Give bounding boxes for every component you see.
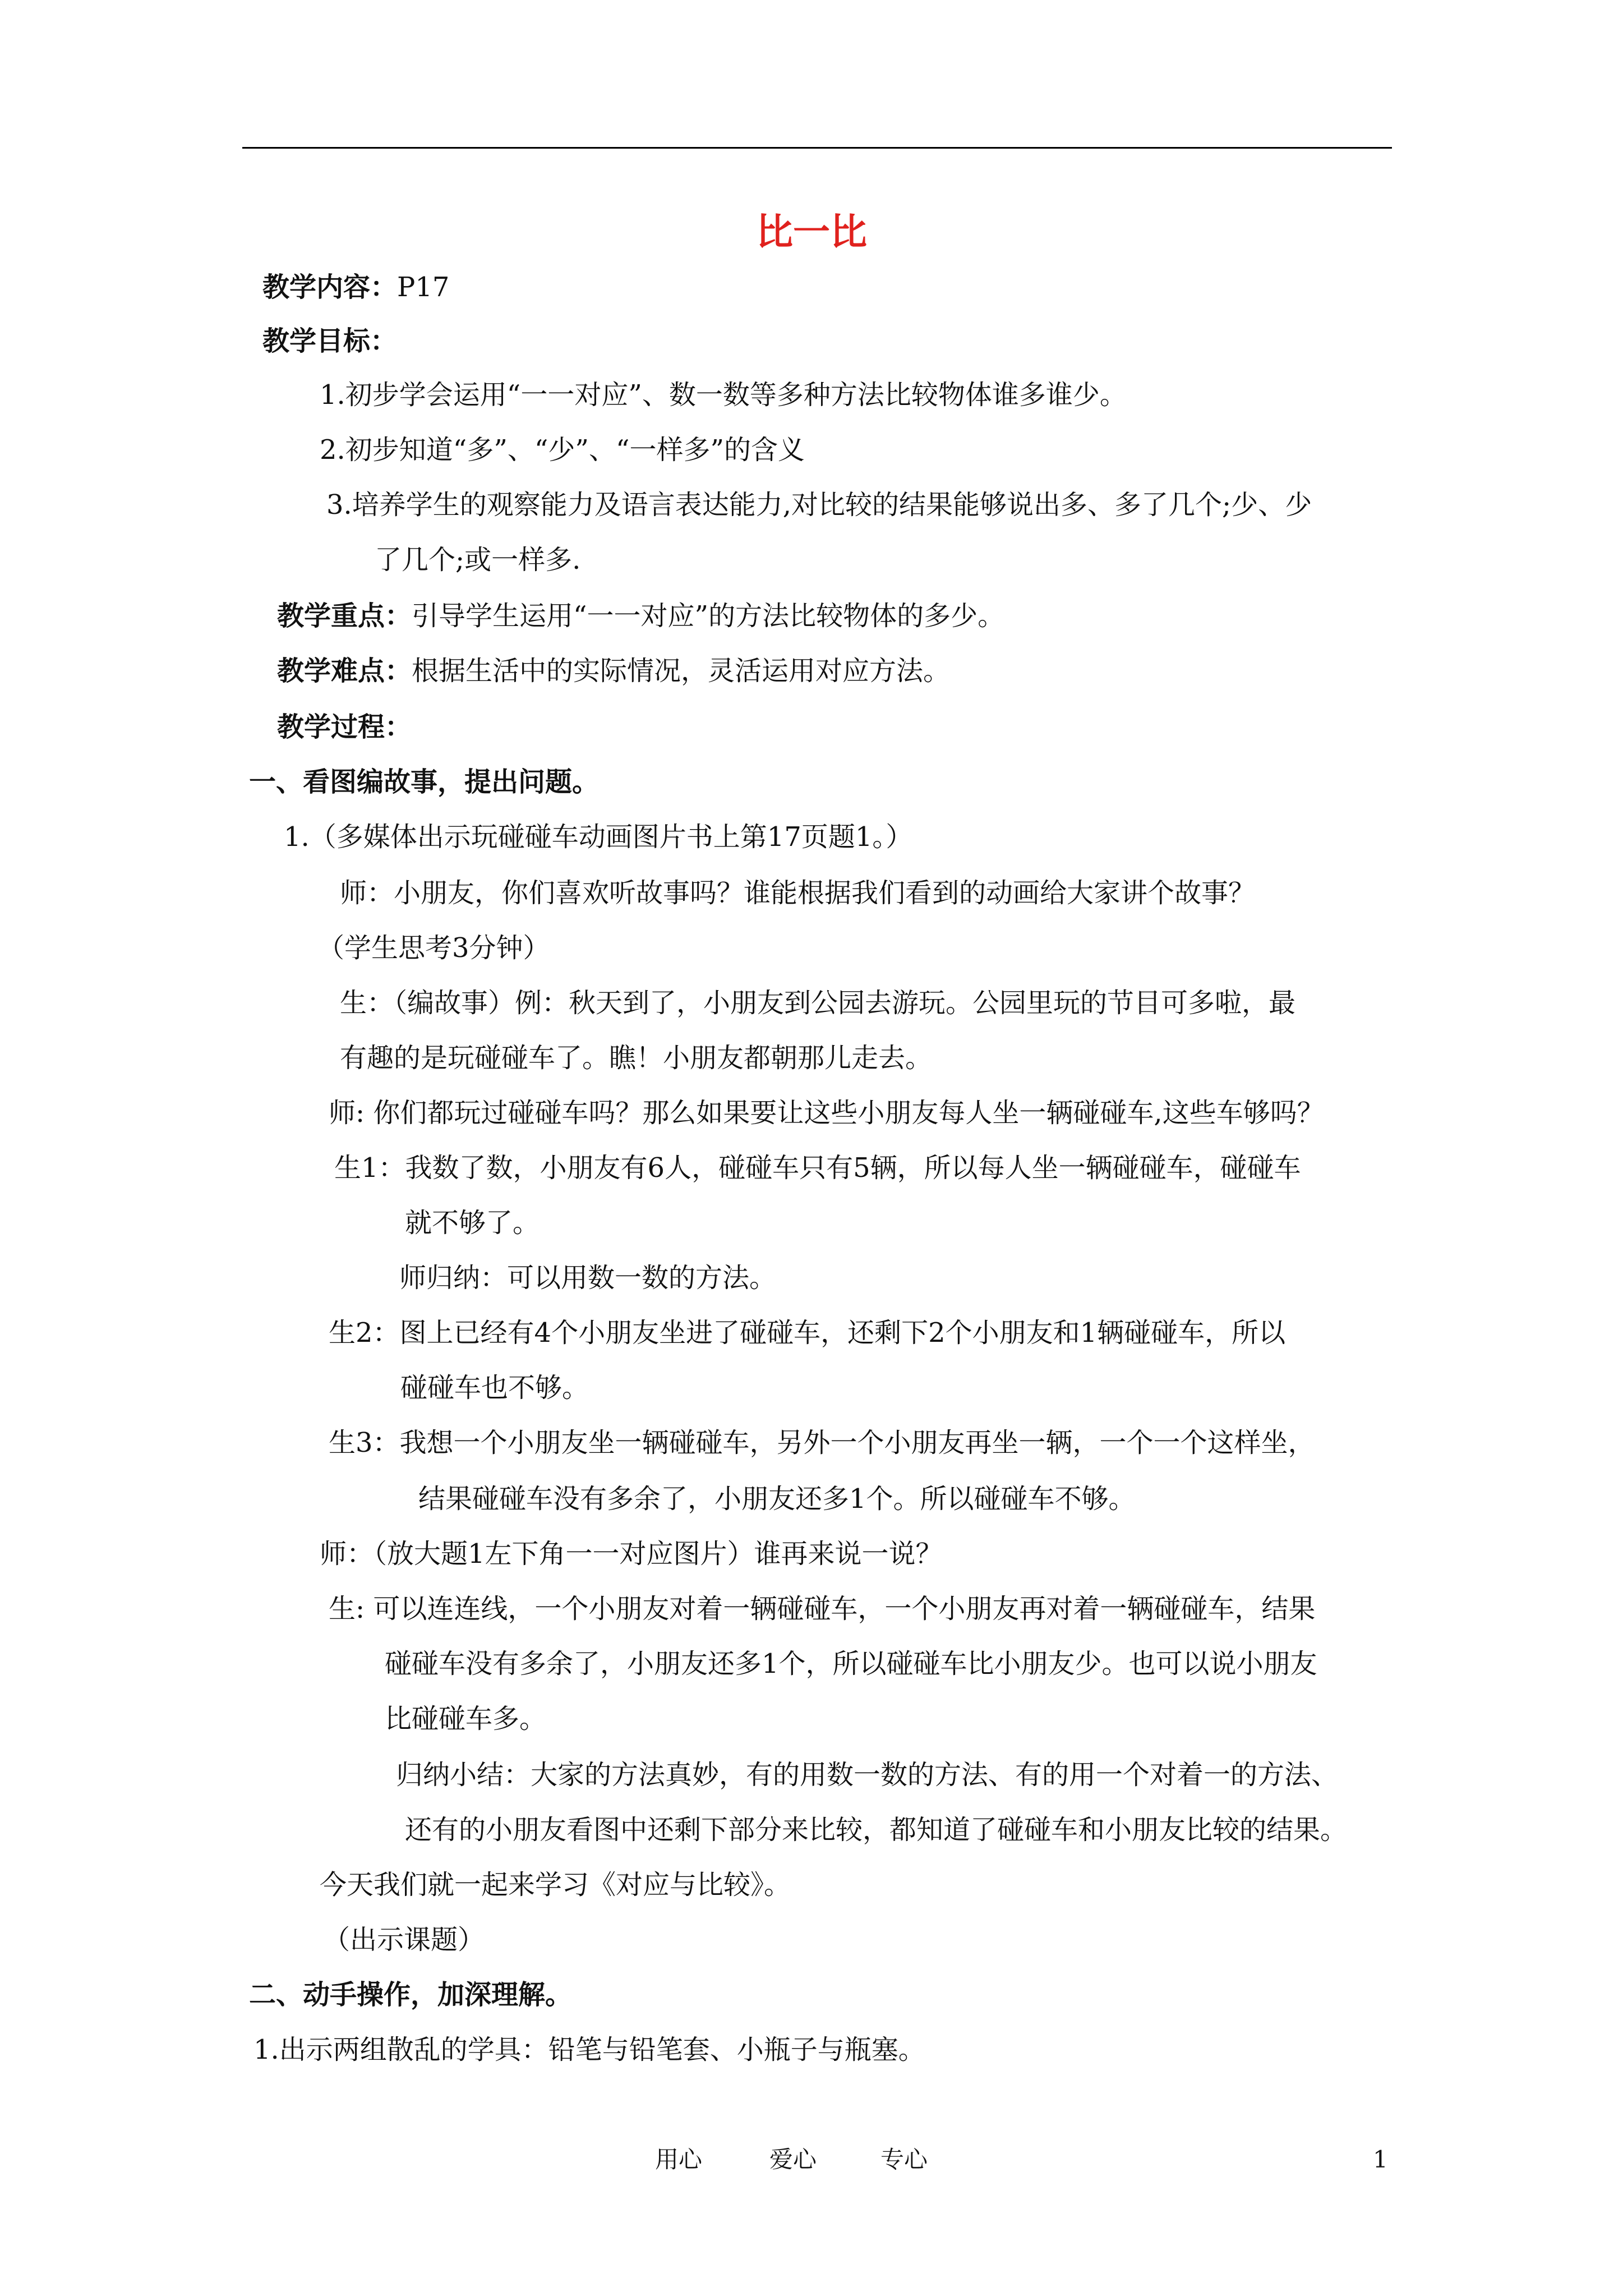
line-text: P17 (397, 272, 450, 303)
text-line (249, 1976, 572, 2014)
line-text: 2.初步知道“多”、“少”、“一样多”的含义 (320, 434, 805, 466)
text-line (262, 268, 449, 306)
footer-word: 爱心 (769, 2146, 817, 2173)
text-line (385, 1700, 546, 1738)
page-title: 比一比 (756, 210, 867, 254)
line-text: 结果碰碰车没有多余了，小朋友还多1个。所以碰碰车不够。 (418, 1483, 1136, 1515)
line-text: 引导学生运用“一一对应”的方法比较物体的多少。 (412, 600, 1005, 632)
text-line (326, 486, 1312, 524)
text-line (284, 818, 912, 856)
text-line (277, 652, 950, 690)
line-text: 师: 你们都玩过碰碰车吗？那么如果要让这些小朋友每人坐一辆碰碰车,这些车够吗？ (329, 1097, 1324, 1129)
line-label: 教学重点： (277, 600, 412, 632)
line-text: 归纳小结：大家的方法真妙，有的用数一数的方法、有的用一个对着一的方法、 (396, 1759, 1339, 1791)
text-line (277, 708, 412, 746)
text-line (317, 929, 550, 967)
text-line (320, 1866, 791, 1904)
text-line (375, 541, 580, 579)
text-line (396, 1756, 1338, 1794)
line-label: 教学难点： (277, 655, 412, 687)
line-text: 生2：图上已经有4个小朋友坐进了碰碰车，还剩下2个小朋友和1辆碰碰车，所以 (329, 1317, 1286, 1349)
text-line (340, 984, 1295, 1022)
line-text: 3.培养学生的观察能力及语言表达能力,对比较的结果能够说出多、多了几个;少、少 (326, 489, 1312, 521)
line-label: 二、动手操作，加深理解。 (249, 1979, 573, 2010)
line-text: 师归纳：可以用数一数的方法。 (399, 1262, 777, 1294)
header-rule (242, 147, 1392, 149)
line-text: 师：（放大题1左下角一一对应图片）谁再来说一说？ (320, 1538, 943, 1570)
text-line (320, 431, 805, 469)
text-line (400, 1369, 589, 1407)
text-line (405, 1811, 1347, 1849)
line-text: 生3：我想一个小朋友坐一辆碰碰车，另外一个小朋友再坐一辆，一个一个这样坐， (329, 1427, 1315, 1458)
text-line (277, 597, 1004, 635)
footer-word: 用心 (655, 2146, 703, 2173)
line-text: 还有的小朋友看图中还剩下部分来比较，都知道了碰碰车和小朋友比较的结果。 (405, 1814, 1348, 1846)
text-line (385, 1645, 1317, 1683)
text-line (329, 1590, 1315, 1628)
line-text: 就不够了。 (405, 1207, 540, 1239)
text-line (323, 1921, 485, 1959)
text-line (340, 1039, 932, 1077)
text-line (253, 2031, 925, 2069)
line-text: 有趣的是玩碰碰车了。瞧！小朋友都朝那儿走去。 (340, 1042, 933, 1074)
line-text: 比碰碰车多。 (385, 1703, 547, 1734)
text-line (405, 1204, 540, 1242)
page-number: 1 (1373, 2146, 1388, 2173)
text-line (320, 1535, 943, 1573)
line-text: 了几个;或一样多. (375, 544, 581, 576)
footer-word: 专心 (880, 2146, 928, 2173)
line-text: 碰碰车没有多余了，小朋友还多1个，所以碰碰车比小朋友少。也可以说小朋友 (385, 1648, 1317, 1680)
text-line (340, 874, 1255, 912)
line-text: 1.初步学会运用“一一对应”、数一数等多种方法比较物体谁多谁少。 (320, 379, 1127, 411)
text-line (329, 1314, 1285, 1352)
text-line (418, 1480, 1136, 1518)
line-text: （出示课题） (323, 1924, 485, 1955)
line-label: 教学过程： (277, 711, 412, 743)
line-text: （学生思考3分钟） (317, 932, 550, 964)
line-label: 教学目标： (262, 325, 398, 357)
text-line (334, 1149, 1301, 1187)
line-text: 1.出示两组散乱的学具：铅笔与铅笔套、小瓶子与瓶塞。 (253, 2034, 925, 2065)
line-label: 一、看图编故事，提出问题。 (249, 766, 600, 798)
line-text: 碰碰车也不够。 (400, 1372, 589, 1404)
line-text: 生: 可以连连线，一个小朋友对着一辆碰碰车，一个小朋友再对着一辆碰碰车，结果 (329, 1593, 1316, 1625)
line-text: 1.（多媒体出示玩碰碰车动画图片书上第17页题1。） (284, 821, 913, 853)
text-line (329, 1094, 1324, 1132)
text-line (320, 376, 1127, 414)
line-text: 生1：我数了数，小朋友有6人，碰碰车只有5辆，所以每人坐一辆碰碰车，碰碰车 (334, 1152, 1301, 1184)
text-line (249, 763, 599, 801)
line-text: 今天我们就一起来学习《对应与比较》。 (320, 1869, 791, 1901)
line-label: 教学内容： (262, 272, 398, 303)
line-text: 生：（编故事）例：秋天到了，小朋友到公园去游玩。公园里玩的节目可多啦，最 (340, 987, 1296, 1019)
line-text: 师：小朋友，你们喜欢听故事吗？谁能根据我们看到的动画给大家讲个故事？ (340, 877, 1256, 909)
text-line (329, 1424, 1315, 1462)
text-line (399, 1259, 776, 1297)
line-text: 根据生活中的实际情况，灵活运用对应方法。 (412, 655, 951, 687)
text-line (262, 322, 397, 360)
